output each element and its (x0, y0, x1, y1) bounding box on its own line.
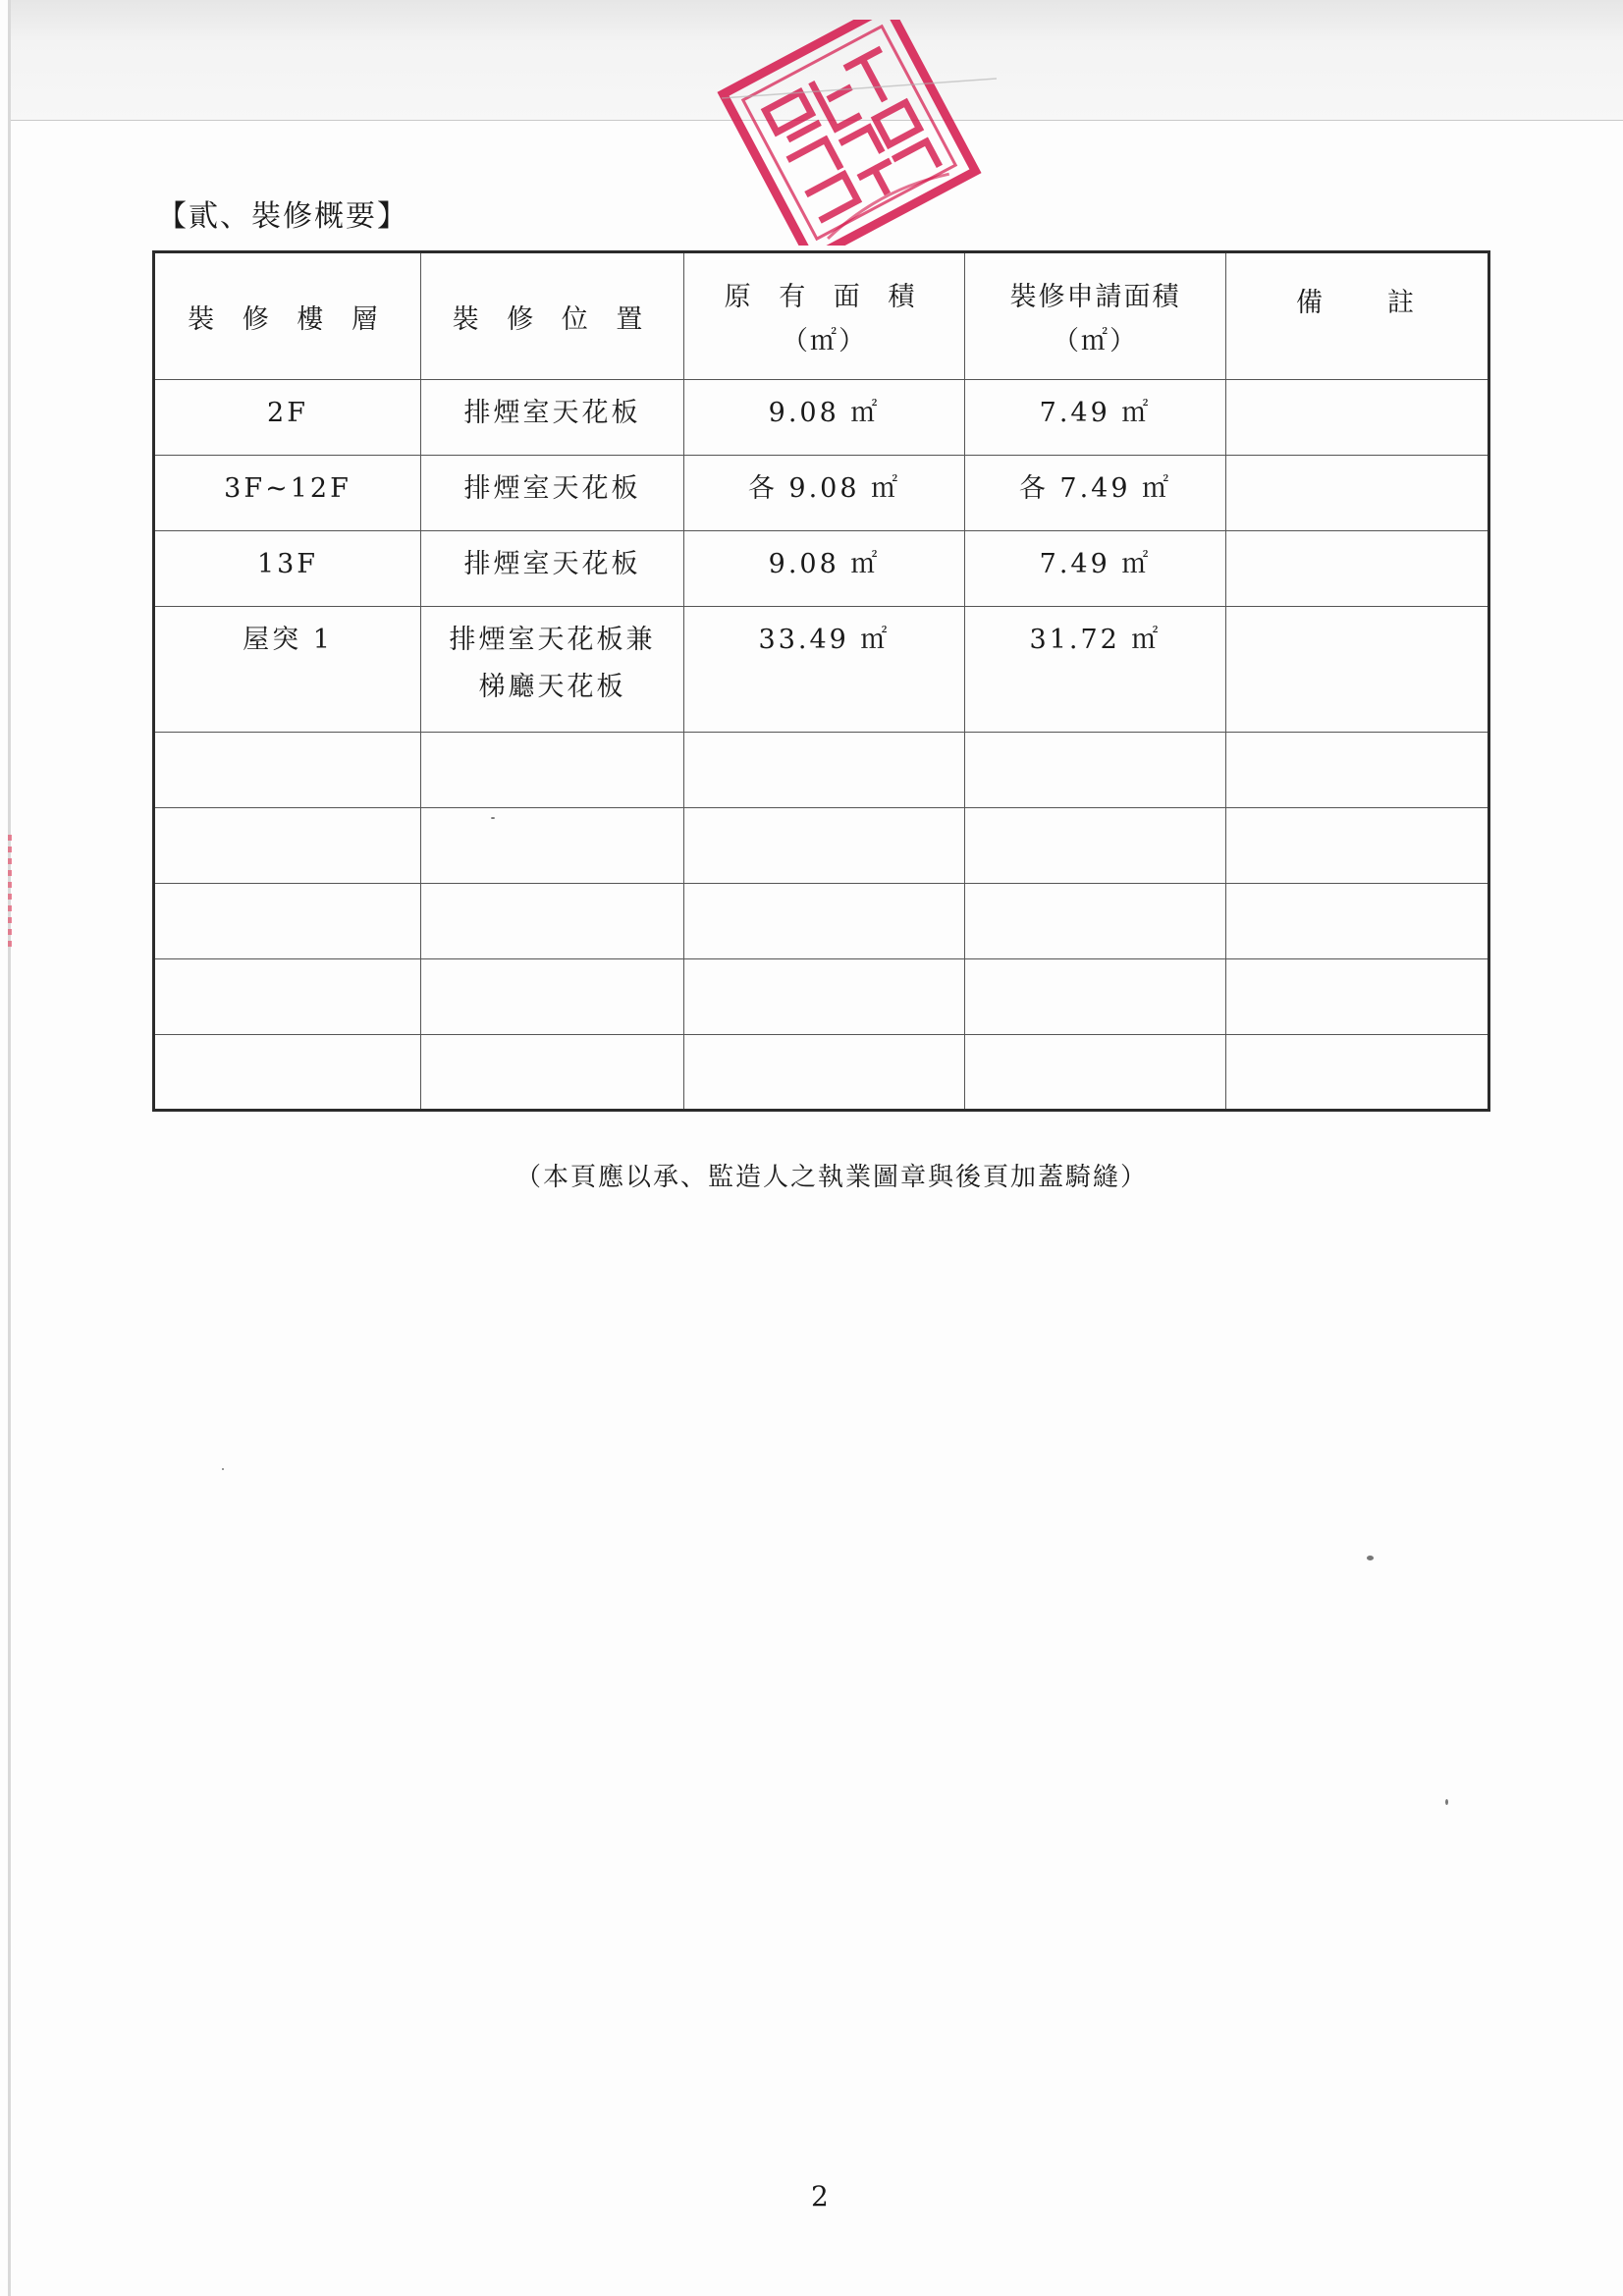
empty-cell (154, 884, 421, 959)
empty-table-row (154, 808, 1489, 884)
empty-cell (684, 808, 965, 884)
scan-speck (1445, 1799, 1448, 1805)
cell-applied-area: 7.49 ㎡ (965, 531, 1226, 607)
empty-cell (421, 884, 684, 959)
cell-floor: 2F (154, 380, 421, 456)
header-original-area (684, 252, 965, 380)
header-floor: 裝 修 樓 層 (154, 252, 421, 380)
header-original-area-label: 原 有 面 積 (724, 282, 925, 312)
empty-cell (154, 959, 421, 1035)
renovation-summary-table (152, 250, 1490, 1112)
cell-location: 排煙室天花板 (421, 380, 684, 456)
cell-remarks (1226, 607, 1489, 733)
cell-floor: 3F~12F (154, 456, 421, 531)
header-applied-area (965, 252, 1226, 380)
cell-remarks (1226, 531, 1489, 607)
empty-cell (1226, 959, 1489, 1035)
empty-cell (684, 1035, 965, 1111)
cell-original-area: 各 9.08 ㎡ (684, 456, 965, 531)
empty-cell (154, 808, 421, 884)
cell-applied-area: 7.49 ㎡ (965, 380, 1226, 456)
table-header-row (154, 252, 1489, 380)
cell-original-area: 33.49 ㎡ (684, 607, 965, 733)
empty-cell (1226, 1035, 1489, 1111)
cell-applied-area: 各 7.49 ㎡ (965, 456, 1226, 531)
header-original-area-unit: （㎡） (782, 326, 867, 356)
header-remarks: 備 註 (1226, 252, 1489, 380)
scan-speck (1367, 1556, 1374, 1560)
cell-floor: 屋突 1 (154, 607, 421, 733)
cell-remarks (1226, 456, 1489, 531)
cell-floor: 13F (154, 531, 421, 607)
red-seal-stamp (702, 20, 997, 246)
cell-applied-area: 31.72 ㎡ (965, 607, 1226, 733)
empty-cell (965, 1035, 1226, 1111)
empty-table-row (154, 733, 1489, 808)
seam-seal-note: （本頁應以承、監造人之執業圖章與後頁加蓋騎縫） (515, 1163, 1149, 1192)
header-applied-area-unit: （㎡） (1053, 326, 1138, 356)
table-row (154, 380, 1489, 456)
empty-cell (421, 733, 684, 808)
empty-cell (154, 733, 421, 808)
empty-cell (684, 959, 965, 1035)
empty-cell (965, 808, 1226, 884)
cell-location-line: 排煙室天花板兼 (449, 625, 656, 655)
page-number: 2 (811, 2180, 829, 2213)
cell-location (421, 607, 684, 733)
empty-table-row (154, 1035, 1489, 1111)
empty-cell (421, 1035, 684, 1111)
empty-cell (421, 959, 684, 1035)
cell-location: 排煙室天花板 (421, 531, 684, 607)
cell-original-area: 9.08 ㎡ (684, 380, 965, 456)
cell-location-line: 梯廳天花板 (478, 672, 626, 702)
empty-cell (684, 733, 965, 808)
scan-left-edge (8, 0, 11, 2296)
table-row (154, 607, 1489, 733)
empty-cell (1226, 884, 1489, 959)
header-location: 裝 修 位 置 (421, 252, 684, 380)
empty-table-row (154, 884, 1489, 959)
empty-cell (1226, 733, 1489, 808)
scan-speck (222, 1468, 224, 1470)
empty-table-row (154, 959, 1489, 1035)
scan-speck (491, 817, 495, 819)
table-row (154, 456, 1489, 531)
empty-cell (154, 1035, 421, 1111)
empty-cell (965, 733, 1226, 808)
cell-original-area: 9.08 ㎡ (684, 531, 965, 607)
header-applied-area-label: 裝修申請面積 (1009, 282, 1181, 312)
empty-cell (421, 808, 684, 884)
section-title: 【貳、裝修概要】 (157, 199, 408, 234)
empty-cell (1226, 808, 1489, 884)
table-row (154, 531, 1489, 607)
seam-stamp-mark (8, 835, 12, 953)
cell-remarks (1226, 380, 1489, 456)
empty-cell (965, 884, 1226, 959)
empty-cell (684, 884, 965, 959)
empty-cell (965, 959, 1226, 1035)
cell-location: 排煙室天花板 (421, 456, 684, 531)
